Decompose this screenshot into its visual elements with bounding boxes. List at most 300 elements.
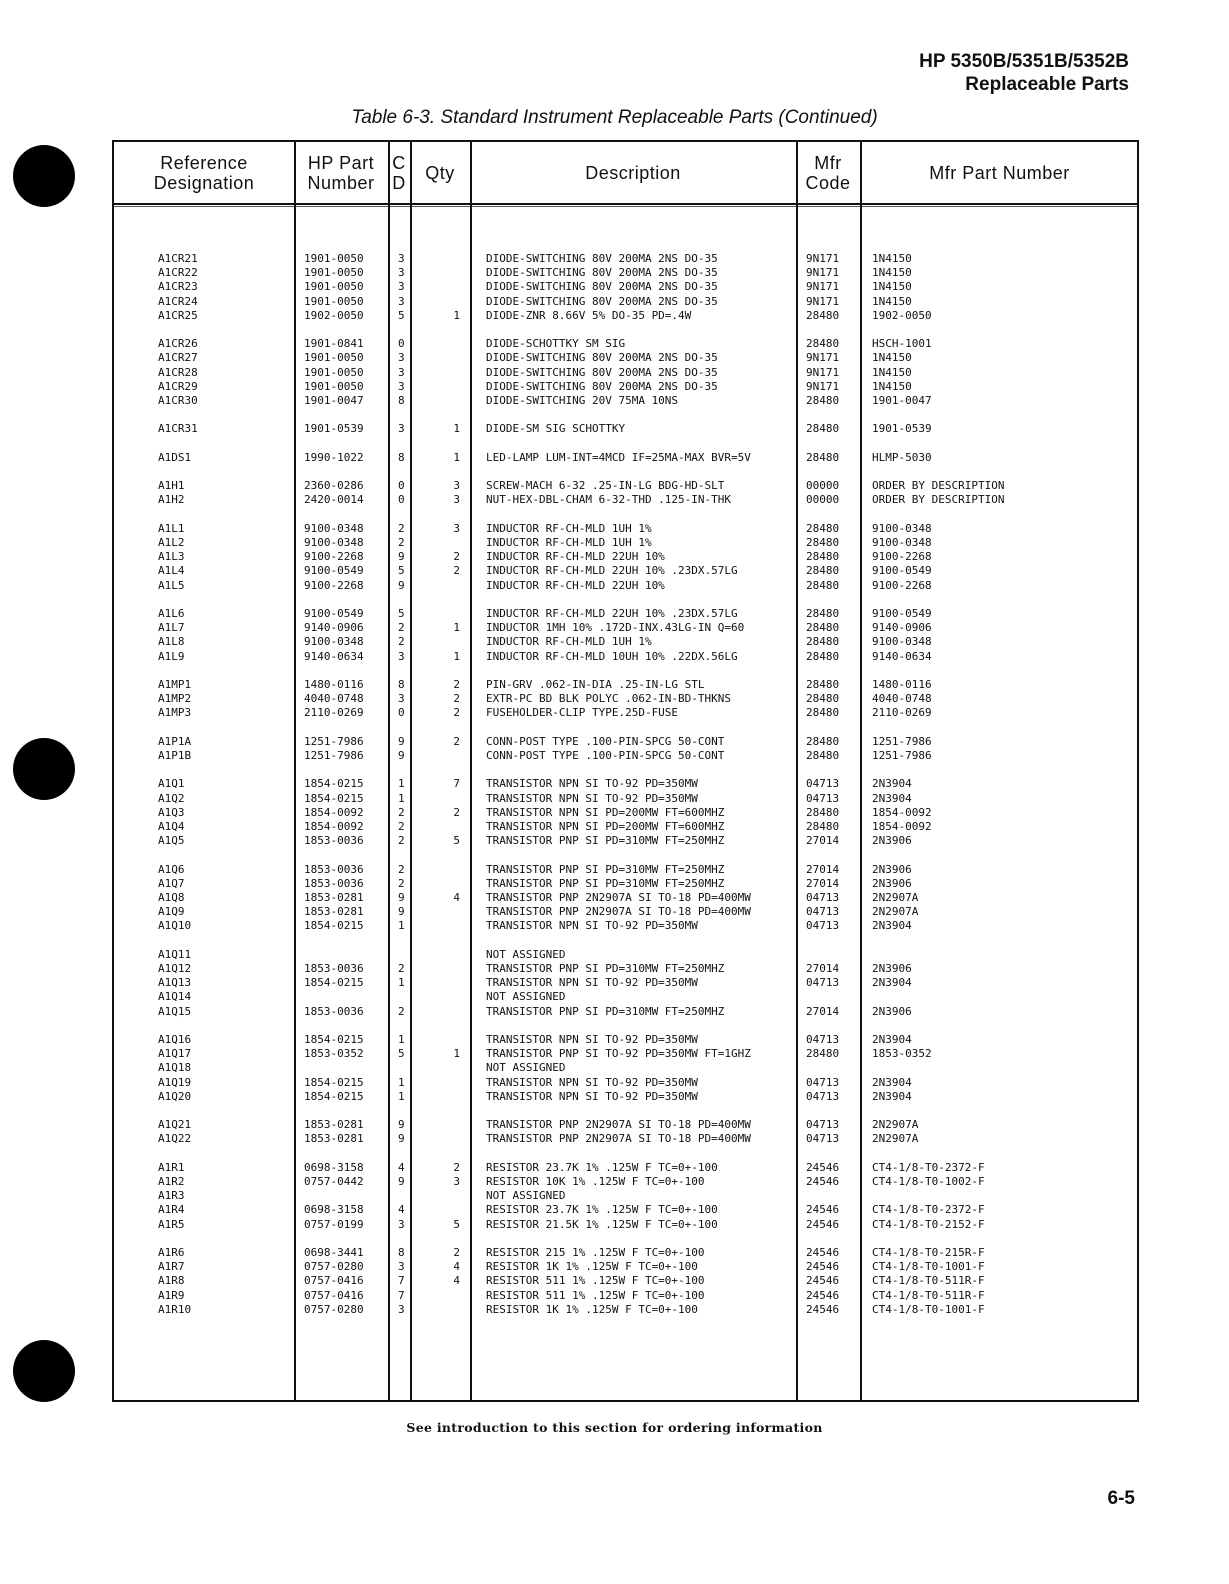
mfr-part-number-cell: 9100-0348 <box>872 521 932 535</box>
hp-part-number-cell: 1901-0050 <box>304 252 364 265</box>
description-cell: RESISTOR 1K 1% .125W F TC=0+-100 <box>486 1302 698 1316</box>
ref-designation-cell: A1L1 <box>158 521 185 535</box>
description-cell: INDUCTOR 1MH 10% .172D-INX.43LG-IN Q=60 <box>486 621 745 635</box>
ref-designation-cell: A1Q22 <box>158 1132 192 1146</box>
qty-cell: 2 <box>453 1246 460 1259</box>
description-cell: TRANSISTOR PNP 2N2907A SI TO-18 PD=400MW <box>486 891 751 904</box>
cd-cell: 3 <box>398 1302 405 1316</box>
mfr-code-cell: 24546 <box>806 1246 840 1259</box>
mfr-part-number-cell: CT4-1/8-T0-215R-F <box>872 1246 985 1259</box>
description-cell: DIODE-SWITCHING 80V 200MA 2NS DO-35 <box>486 266 718 280</box>
mfr-code-cell: 24546 <box>806 1203 840 1217</box>
mfr-part-number-cell: 2N3906 <box>872 876 912 890</box>
table-row <box>114 422 1137 436</box>
qty-cell: 2 <box>453 734 460 748</box>
mfr-part-number-cell: 1N4150 <box>872 294 912 308</box>
cd-cell: 5 <box>398 1047 405 1061</box>
description-cell: CONN-POST TYPE .100-PIN-SPCG 50-CONT <box>486 749 725 762</box>
hp-part-number-cell: 9140-0634 <box>304 649 364 663</box>
hp-part-number-cell: 2420-0014 <box>304 493 364 507</box>
ref-designation-cell: A1Q12 <box>158 962 192 975</box>
mfr-part-number-cell: 2N3904 <box>872 791 912 805</box>
hp-part-number-cell: 9100-0549 <box>304 607 364 620</box>
cd-cell: 3 <box>398 252 405 265</box>
ref-designation-cell: A1R7 <box>158 1260 185 1274</box>
description-cell: TRANSISTOR PNP 2N2907A SI TO-18 PD=400MW <box>486 1118 751 1132</box>
table-row <box>114 1047 1137 1061</box>
description-cell: DIODE-SWITCHING 80V 200MA 2NS DO-35 <box>486 252 718 265</box>
mfr-part-number-cell: 9100-2268 <box>872 578 932 592</box>
ref-designation-cell: A1L6 <box>158 607 185 620</box>
mfr-code-cell: 9N171 <box>806 266 840 280</box>
ref-designation-cell: A1Q15 <box>158 1004 192 1018</box>
mfr-part-number-cell: 2N3904 <box>872 777 912 791</box>
hp-part-number-cell: 1854-0215 <box>304 1089 364 1103</box>
ref-designation-cell: A1Q4 <box>158 820 185 833</box>
mfr-code-cell: 04713 <box>806 791 840 805</box>
qty-cell: 5 <box>453 834 460 848</box>
description-cell: RESISTOR 1K 1% .125W F TC=0+-100 <box>486 1260 698 1274</box>
qty-cell: 1 <box>453 308 460 322</box>
ref-designation-cell: A1R3 <box>158 1189 185 1203</box>
ref-designation-cell: A1Q1 <box>158 777 185 791</box>
ref-designation-cell: A1Q13 <box>158 976 192 990</box>
description-cell: RESISTOR 511 1% .125W F TC=0+-100 <box>486 1288 705 1302</box>
mfr-code-cell: 04713 <box>806 1132 840 1146</box>
table-row <box>114 309 1137 323</box>
table-row <box>114 1161 1137 1175</box>
cd-cell: 9 <box>398 578 405 592</box>
mfr-code-cell: 9N171 <box>806 365 840 379</box>
qty-cell: 3 <box>453 521 460 535</box>
table-row <box>114 1218 1137 1232</box>
mfr-code-cell: 9N171 <box>806 379 840 393</box>
document-section-header: Replaceable Parts <box>965 74 1129 95</box>
ref-designation-cell: A1R5 <box>158 1217 185 1231</box>
description-cell: TRANSISTOR NPN SI TO-92 PD=350MW <box>486 976 698 990</box>
cd-cell: 0 <box>398 337 405 351</box>
hp-part-number-cell: 1854-0215 <box>304 777 364 791</box>
col-header-qty: Qty <box>425 162 455 183</box>
ref-designation-cell: A1Q9 <box>158 905 185 919</box>
table-row <box>114 451 1137 465</box>
description-cell: INDUCTOR RF-CH-MLD 1UH 1% <box>486 521 652 535</box>
hp-part-number-cell: 1990-1022 <box>304 450 364 464</box>
ref-designation-cell: A1CR24 <box>158 294 198 308</box>
cd-cell: 0 <box>398 493 405 507</box>
hp-part-number-cell: 0757-0199 <box>304 1217 364 1231</box>
hp-part-number-cell: 1853-0281 <box>304 1118 364 1132</box>
table-row <box>114 905 1137 919</box>
mfr-part-number-cell: 2110-0269 <box>872 706 932 720</box>
qty-cell: 7 <box>453 777 460 791</box>
mfr-part-number-cell: HSCH-1001 <box>872 337 932 351</box>
hp-part-number-cell: 1902-0050 <box>304 308 364 322</box>
hp-part-number-cell: 9100-0549 <box>304 564 364 578</box>
cd-cell: 1 <box>398 1089 405 1103</box>
table-row <box>114 1303 1137 1317</box>
mfr-part-number-cell: 1N4150 <box>872 280 912 294</box>
mfr-part-number-cell: 2N2907A <box>872 1118 919 1132</box>
mfr-part-number-cell: 2N3904 <box>872 1089 912 1103</box>
ref-designation-cell: A1H1 <box>158 479 185 493</box>
mfr-code-cell: 04713 <box>806 777 840 791</box>
hp-part-number-cell: 1901-0050 <box>304 294 364 308</box>
hp-part-number-cell: 1853-0281 <box>304 1132 364 1146</box>
table-row <box>114 579 1137 593</box>
hp-part-number-cell: 2110-0269 <box>304 706 364 720</box>
table-row <box>114 1076 1137 1090</box>
cd-cell: 3 <box>398 365 405 379</box>
qty-cell: 4 <box>453 891 460 904</box>
table-row <box>114 1274 1137 1288</box>
description-cell: NUT-HEX-DBL-CHAM 6-32-THD .125-IN-THK <box>486 493 732 507</box>
table-row <box>114 650 1137 664</box>
parts-table <box>112 140 1139 1402</box>
description-cell: FUSEHOLDER-CLIP TYPE.25D-FUSE <box>486 706 679 720</box>
table-row <box>114 1203 1137 1217</box>
ref-designation-cell: A1R4 <box>158 1203 185 1217</box>
qty-cell: 2 <box>453 678 460 691</box>
qty-cell: 3 <box>453 479 460 493</box>
mfr-part-number-cell: CT4-1/8-T0-2372-F <box>872 1203 985 1217</box>
qty-cell: 2 <box>453 692 460 706</box>
table-row <box>114 1260 1137 1274</box>
ref-designation-cell: A1Q3 <box>158 805 185 819</box>
mfr-part-number-cell: 2N2907A <box>872 891 919 904</box>
mfr-part-number-cell: 1N4150 <box>872 365 912 379</box>
hp-part-number-cell: 0698-3158 <box>304 1203 364 1217</box>
description-cell: NOT ASSIGNED <box>486 1189 566 1203</box>
mfr-code-cell: 04713 <box>806 891 840 904</box>
ref-designation-cell: A1Q17 <box>158 1047 192 1061</box>
table-row <box>114 1189 1137 1203</box>
ref-designation-cell: A1R1 <box>158 1160 185 1174</box>
table-row <box>114 976 1137 990</box>
hp-part-number-cell: 0698-3441 <box>304 1246 364 1259</box>
mfr-code-cell: 28480 <box>806 621 840 635</box>
table-row <box>114 564 1137 578</box>
qty-cell: 2 <box>453 550 460 564</box>
ref-designation-cell: A1L8 <box>158 635 185 649</box>
cd-cell: 3 <box>398 351 405 365</box>
mfr-part-number-cell: 1854-0092 <box>872 820 932 833</box>
binder-hole-icon <box>13 738 75 800</box>
mfr-code-cell: 28480 <box>806 805 840 819</box>
ref-designation-cell: A1Q11 <box>158 947 192 961</box>
cd-cell: 9 <box>398 1175 405 1188</box>
cd-cell: 2 <box>398 805 405 819</box>
cd-cell: 2 <box>398 621 405 635</box>
hp-part-number-cell: 1901-0050 <box>304 266 364 280</box>
mfr-code-cell: 04713 <box>806 905 840 919</box>
description-cell: TRANSISTOR PNP 2N2907A SI TO-18 PD=400MW <box>486 905 751 919</box>
ref-designation-cell: A1Q18 <box>158 1061 192 1075</box>
mfr-code-cell: 27014 <box>806 876 840 890</box>
mfr-code-cell: 28480 <box>806 607 840 620</box>
cd-cell: 2 <box>398 536 405 549</box>
mfr-code-cell: 24546 <box>806 1175 840 1188</box>
ref-designation-cell: A1CR22 <box>158 266 198 280</box>
col-header-mfr-code: Mfr Code <box>805 152 851 193</box>
description-cell: CONN-POST TYPE .100-PIN-SPCG 50-CONT <box>486 734 725 748</box>
description-cell: RESISTOR 511 1% .125W F TC=0+-100 <box>486 1274 705 1288</box>
ref-designation-cell: A1L7 <box>158 621 185 635</box>
cd-cell: 9 <box>398 1118 405 1132</box>
description-cell: RESISTOR 23.7K 1% .125W F TC=0+-100 <box>486 1160 718 1174</box>
table-row <box>114 1118 1137 1132</box>
table-header-row <box>114 142 1137 205</box>
hp-part-number-cell: 1853-0036 <box>304 962 364 975</box>
hp-part-number-cell: 9100-2268 <box>304 578 364 592</box>
description-cell: TRANSISTOR PNP SI PD=310MW FT=250MHZ <box>486 1004 725 1018</box>
mfr-part-number-cell: 1251-7986 <box>872 734 932 748</box>
mfr-code-cell: 28480 <box>806 706 840 720</box>
description-cell: DIODE-SWITCHING 80V 200MA 2NS DO-35 <box>486 351 718 365</box>
mfr-part-number-cell: 1901-0539 <box>872 422 932 436</box>
cd-cell: 1 <box>398 791 405 805</box>
ref-designation-cell: A1L3 <box>158 550 185 564</box>
table-row <box>114 252 1137 266</box>
mfr-code-cell: 24546 <box>806 1160 840 1174</box>
ref-designation-cell: A1R2 <box>158 1175 185 1188</box>
hp-part-number-cell: 1854-0215 <box>304 1075 364 1089</box>
cd-cell: 4 <box>398 1203 405 1217</box>
mfr-code-cell: 28480 <box>806 337 840 351</box>
description-cell: EXTR-PC BD BLK POLYC .062-IN-BD-THKNS <box>486 692 732 706</box>
cd-cell: 0 <box>398 479 405 493</box>
mfr-part-number-cell: CT4-1/8-T0-2152-F <box>872 1217 985 1231</box>
hp-part-number-cell: 2360-0286 <box>304 479 364 493</box>
hp-part-number-cell: 9100-0348 <box>304 521 364 535</box>
table-row <box>114 1033 1137 1047</box>
hp-part-number-cell: 9100-0348 <box>304 536 364 549</box>
table-row <box>114 948 1137 962</box>
table-row <box>114 834 1137 848</box>
table-row <box>114 380 1137 394</box>
ref-designation-cell: A1P1A <box>158 734 192 748</box>
mfr-code-cell: 28480 <box>806 550 840 564</box>
hp-part-number-cell: 9100-2268 <box>304 550 364 564</box>
mfr-part-number-cell: 9100-0348 <box>872 536 932 549</box>
description-cell: DIODE-SCHOTTKY SM SIG <box>486 337 626 351</box>
cd-cell: 1 <box>398 976 405 990</box>
cd-cell: 2 <box>398 820 405 833</box>
cd-cell: 1 <box>398 919 405 933</box>
description-cell: RESISTOR 10K 1% .125W F TC=0+-100 <box>486 1175 705 1188</box>
cd-cell: 3 <box>398 280 405 294</box>
cd-cell: 1 <box>398 1075 405 1089</box>
table-caption <box>0 107 1229 129</box>
qty-cell: 4 <box>453 1274 460 1288</box>
mfr-code-cell: 28480 <box>806 820 840 833</box>
table-row <box>114 337 1137 351</box>
description-cell: LED-LAMP LUM-INT=4MCD IF=25MA-MAX BVR=5V <box>486 450 751 464</box>
table-row <box>114 1175 1137 1189</box>
mfr-code-cell: 24546 <box>806 1274 840 1288</box>
ref-designation-cell: A1Q19 <box>158 1075 192 1089</box>
mfr-code-cell: 9N171 <box>806 294 840 308</box>
cd-cell: 7 <box>398 1274 405 1288</box>
ref-designation-cell: A1CR23 <box>158 280 198 294</box>
mfr-code-cell: 28480 <box>806 692 840 706</box>
description-cell: NOT ASSIGNED <box>486 947 566 961</box>
ref-designation-cell: A1CR29 <box>158 379 198 393</box>
mfr-part-number-cell: 1N4150 <box>872 351 912 365</box>
description-cell: TRANSISTOR PNP SI PD=310MW FT=250MHZ <box>486 862 725 876</box>
mfr-part-number-cell: CT4-1/8-T0-511R-F <box>872 1288 985 1302</box>
ref-designation-cell: A1Q8 <box>158 891 185 904</box>
table-row <box>114 891 1137 905</box>
cd-cell: 4 <box>398 1160 405 1174</box>
description-cell: TRANSISTOR NPN SI TO-92 PD=350MW <box>486 1089 698 1103</box>
cd-cell: 7 <box>398 1288 405 1302</box>
mfr-part-number-cell: 4040-0748 <box>872 692 932 706</box>
table-row <box>114 1246 1137 1260</box>
table-row <box>114 919 1137 933</box>
cd-cell: 5 <box>398 308 405 322</box>
table-row <box>114 522 1137 536</box>
mfr-part-number-cell: HLMP-5030 <box>872 450 932 464</box>
description-cell: TRANSISTOR PNP 2N2907A SI TO-18 PD=400MW <box>486 1132 751 1146</box>
mfr-code-cell: 04713 <box>806 1075 840 1089</box>
hp-part-number-cell: 1901-0050 <box>304 351 364 365</box>
cd-cell: 8 <box>398 678 405 691</box>
description-cell: TRANSISTOR NPN SI TO-92 PD=350MW <box>486 919 698 933</box>
mfr-part-number-cell: 1N4150 <box>872 266 912 280</box>
description-cell: DIODE-SWITCHING 20V 75MA 10NS <box>486 394 679 407</box>
table-row <box>114 863 1137 877</box>
description-cell: DIODE-SM SIG SCHOTTKY <box>486 422 626 436</box>
description-cell: INDUCTOR RF-CH-MLD 1UH 1% <box>486 536 652 549</box>
cd-cell: 3 <box>398 422 405 436</box>
hp-part-number-cell: 1853-0036 <box>304 876 364 890</box>
ref-designation-cell: A1MP2 <box>158 692 192 706</box>
description-cell: INDUCTOR RF-CH-MLD 10UH 10% .22DX.56LG <box>486 649 738 663</box>
qty-cell: 2 <box>453 564 460 578</box>
cd-cell: 5 <box>398 607 405 620</box>
mfr-code-cell: 28480 <box>806 394 840 407</box>
mfr-code-cell: 27014 <box>806 962 840 975</box>
ref-designation-cell: A1Q6 <box>158 862 185 876</box>
table-row <box>114 820 1137 834</box>
cd-cell: 3 <box>398 294 405 308</box>
cd-cell: 9 <box>398 550 405 564</box>
cd-cell: 2 <box>398 1004 405 1018</box>
description-cell: INDUCTOR RF-CH-MLD 22UH 10% <box>486 550 665 564</box>
hp-part-number-cell: 1854-0215 <box>304 1033 364 1046</box>
ref-designation-cell: A1R10 <box>158 1302 192 1316</box>
mfr-part-number-cell: 9100-0549 <box>872 564 932 578</box>
ordering-footnote: See introduction to this section for ordering information <box>406 1420 823 1435</box>
cd-cell: 9 <box>398 1132 405 1146</box>
description-cell: TRANSISTOR NPN SI PD=200MW FT=600MHZ <box>486 805 725 819</box>
description-cell: NOT ASSIGNED <box>486 990 566 1004</box>
mfr-part-number-cell: 9100-2268 <box>872 550 932 564</box>
mfr-code-cell: 28480 <box>806 635 840 649</box>
mfr-part-number-cell: 9140-0906 <box>872 621 932 635</box>
description-cell: TRANSISTOR NPN SI TO-92 PD=350MW <box>486 1033 698 1046</box>
table-row <box>114 351 1137 365</box>
description-cell: TRANSISTOR PNP SI TO-92 PD=350MW FT=1GHZ <box>486 1047 751 1061</box>
mfr-code-cell: 04713 <box>806 1089 840 1103</box>
mfr-part-number-cell: 2N3906 <box>872 834 912 848</box>
ref-designation-cell: A1CR26 <box>158 337 198 351</box>
description-cell: INDUCTOR RF-CH-MLD 22UH 10% .23DX.57LG <box>486 564 738 578</box>
mfr-code-cell: 04713 <box>806 1033 840 1046</box>
hp-part-number-cell: 1853-0036 <box>304 1004 364 1018</box>
hp-part-number-cell: 1854-0215 <box>304 919 364 933</box>
cd-cell: 8 <box>398 1246 405 1259</box>
hp-part-number-cell: 1853-0352 <box>304 1047 364 1061</box>
description-cell: DIODE-ZNR 8.66V 5% DO-35 PD=.4W <box>486 308 692 322</box>
ref-designation-cell: A1CR25 <box>158 308 198 322</box>
cd-cell: 2 <box>398 962 405 975</box>
mfr-code-cell: 04713 <box>806 919 840 933</box>
description-cell: SCREW-MACH 6-32 .25-IN-LG BDG-HD-SLT <box>486 479 725 493</box>
cd-cell: 0 <box>398 706 405 720</box>
table-row <box>114 295 1137 309</box>
cd-cell: 9 <box>398 734 405 748</box>
hp-part-number-cell: 1251-7986 <box>304 749 364 762</box>
hp-part-number-cell: 1251-7986 <box>304 734 364 748</box>
hp-part-number-cell: 0757-0416 <box>304 1288 364 1302</box>
col-header-cd: C D <box>392 152 406 193</box>
mfr-part-number-cell: 2N3904 <box>872 976 912 990</box>
ref-designation-cell: A1CR21 <box>158 252 198 265</box>
cd-cell: 9 <box>398 891 405 904</box>
hp-part-number-cell: 0757-0416 <box>304 1274 364 1288</box>
table-row <box>114 536 1137 550</box>
cd-cell: 5 <box>398 564 405 578</box>
ref-designation-cell: A1L9 <box>158 649 185 663</box>
hp-part-number-cell: 0698-3158 <box>304 1160 364 1174</box>
cd-cell: 1 <box>398 777 405 791</box>
table-row <box>114 550 1137 564</box>
mfr-code-cell: 04713 <box>806 976 840 990</box>
hp-part-number-cell: 1901-0047 <box>304 394 364 407</box>
mfr-code-cell: 28480 <box>806 450 840 464</box>
mfr-part-number-cell: 2N3906 <box>872 962 912 975</box>
hp-part-number-cell: 1901-0841 <box>304 337 364 351</box>
ref-designation-cell: A1L5 <box>158 578 185 592</box>
binder-hole-icon <box>13 1340 75 1402</box>
description-cell: RESISTOR 23.7K 1% .125W F TC=0+-100 <box>486 1203 718 1217</box>
mfr-part-number-cell: 1854-0092 <box>872 805 932 819</box>
description-cell: DIODE-SWITCHING 80V 200MA 2NS DO-35 <box>486 379 718 393</box>
mfr-code-cell: 27014 <box>806 1004 840 1018</box>
ref-designation-cell: A1CR30 <box>158 394 198 407</box>
ref-designation-cell: A1Q14 <box>158 990 192 1004</box>
table-row <box>114 479 1137 493</box>
mfr-code-cell: 9N171 <box>806 252 840 265</box>
mfr-code-cell: 27014 <box>806 834 840 848</box>
description-cell: RESISTOR 21.5K 1% .125W F TC=0+-100 <box>486 1217 718 1231</box>
table-row <box>114 1061 1137 1075</box>
qty-cell: 1 <box>453 450 460 464</box>
table-row <box>114 749 1137 763</box>
ref-designation-cell: A1CR27 <box>158 351 198 365</box>
ref-designation-cell: A1R9 <box>158 1288 185 1302</box>
hp-part-number-cell: 1854-0215 <box>304 976 364 990</box>
col-header-description: Description <box>585 162 681 183</box>
hp-part-number-cell: 1854-0092 <box>304 820 364 833</box>
cd-cell: 3 <box>398 266 405 280</box>
cd-cell: 3 <box>398 649 405 663</box>
cd-cell: 3 <box>398 1217 405 1231</box>
cd-cell: 3 <box>398 379 405 393</box>
mfr-part-number-cell: CT4-1/8-T0-2372-F <box>872 1160 985 1174</box>
